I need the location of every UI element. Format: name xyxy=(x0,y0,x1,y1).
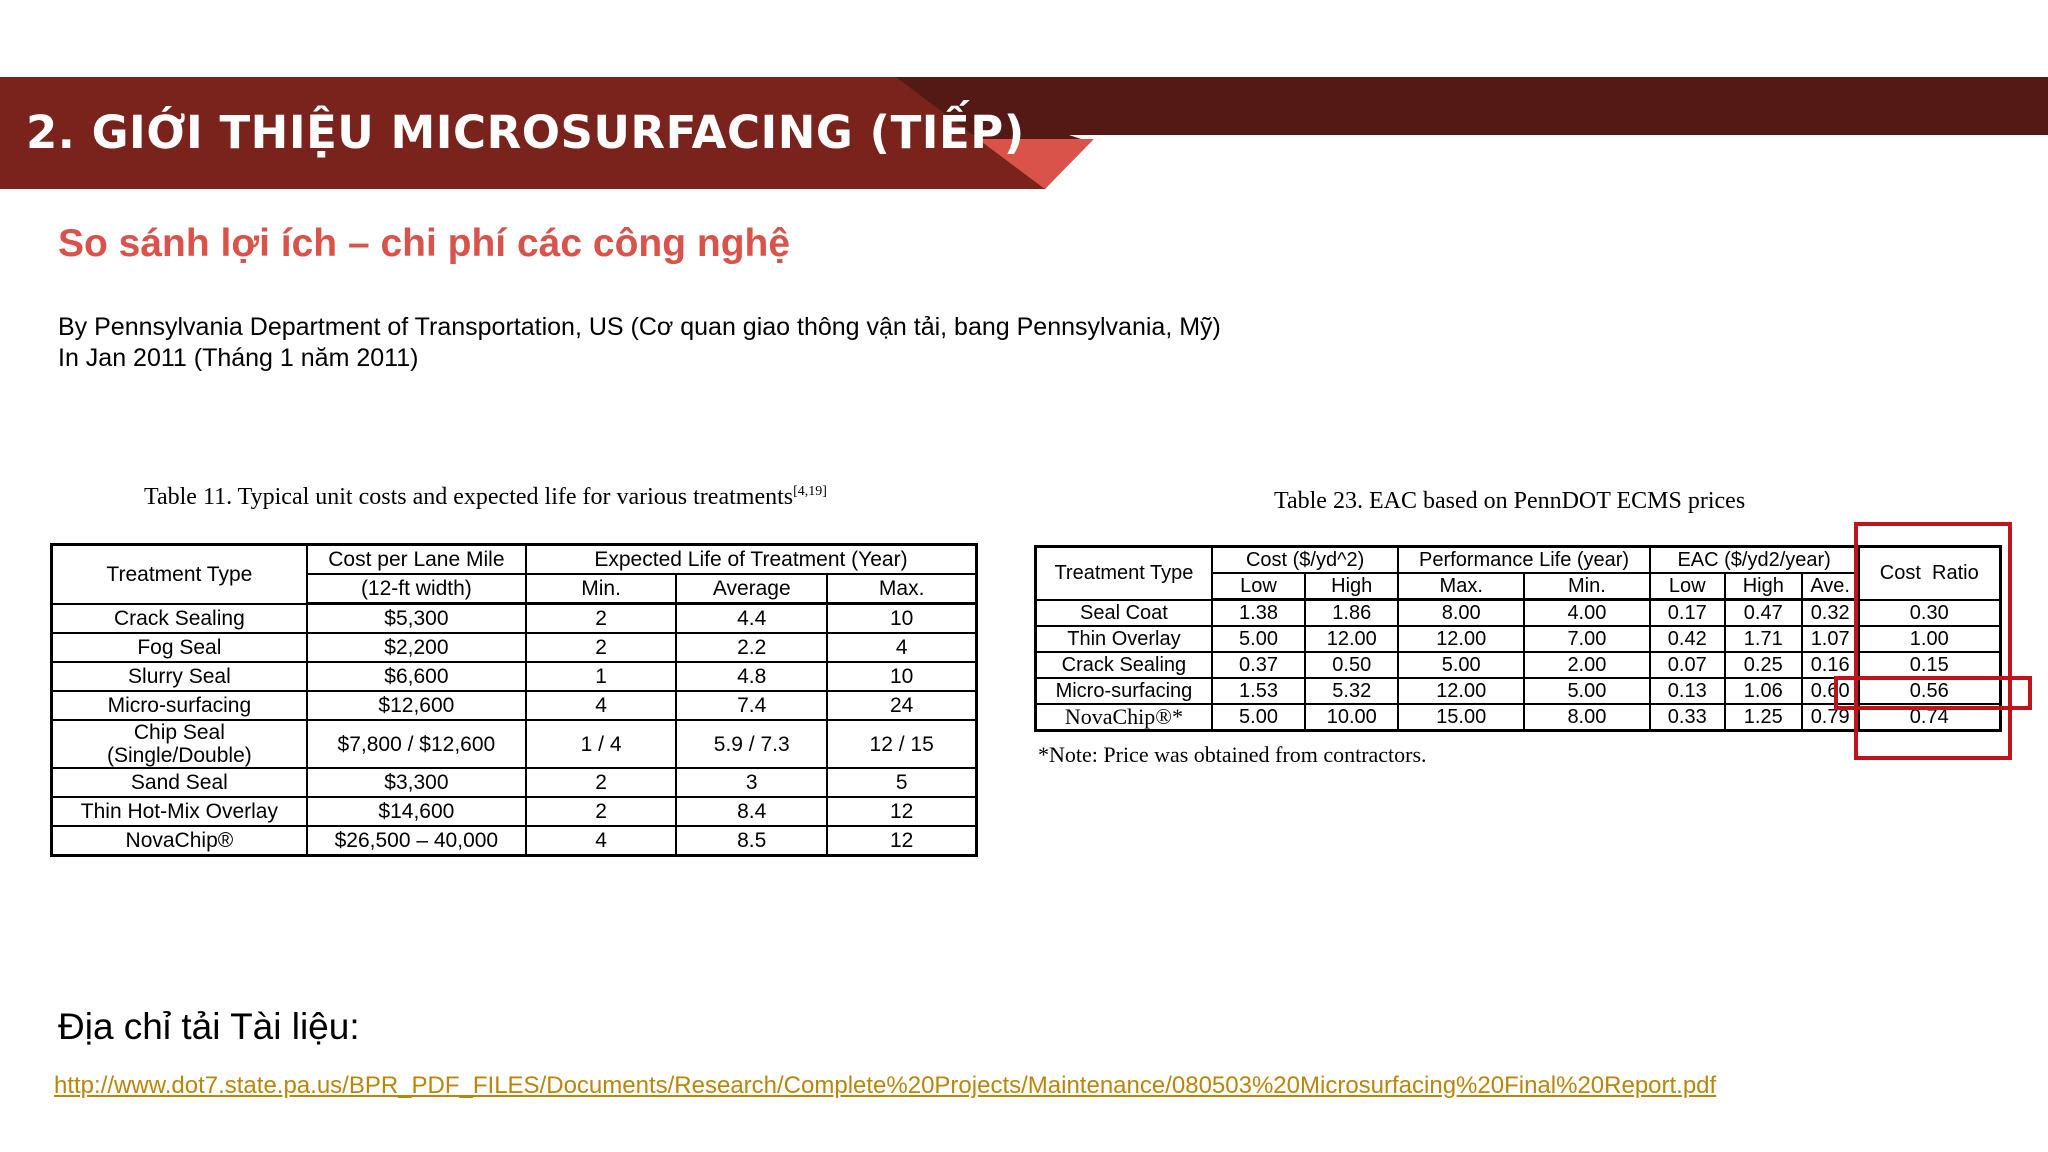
t23-cell: 0.32 xyxy=(1802,600,1859,627)
t23-cell: 0.13 xyxy=(1650,678,1725,704)
t11-cell: 7.4 xyxy=(676,691,827,720)
t11-cell: 2 xyxy=(526,633,676,662)
t11-cell: 24 xyxy=(827,691,976,720)
t23-cell: 5.00 xyxy=(1398,652,1524,678)
t23-cell: 5.00 xyxy=(1524,678,1650,704)
table-row xyxy=(52,662,977,691)
t23-cell: 1.06 xyxy=(1725,678,1802,704)
table-row xyxy=(52,797,977,826)
table-11-caption xyxy=(144,484,827,511)
t11-cell: $6,600 xyxy=(307,662,526,691)
t11-cell: Fog Seal xyxy=(52,633,307,662)
t23-header-eac-high: High xyxy=(1725,573,1802,600)
t23-cell: NovaChip®* xyxy=(1036,704,1212,731)
t23-cell: 1.53 xyxy=(1212,678,1305,704)
source-text xyxy=(58,312,1221,374)
t23-cell: 15.00 xyxy=(1398,704,1524,731)
t11-cell: 12 / 15 xyxy=(827,720,976,768)
t23-header-perf-min: Min. xyxy=(1524,573,1650,600)
table-11-caption-text: Table 11. Typical unit costs and expected life for various treatments xyxy=(144,484,794,510)
t11-header-max: Max. xyxy=(827,574,976,604)
page-title: 2. GIỚI THIỆU MICROSURFACING (TIẾP) xyxy=(26,106,1025,159)
t23-cell: Thin Overlay xyxy=(1036,626,1212,652)
t11-cell: 2 xyxy=(526,604,676,634)
table-row xyxy=(52,633,977,662)
t11-header-expected-life: Expected Life of Treatment (Year) xyxy=(526,545,977,575)
source-line-1: By Pennsylvania Department of Transportation, US (Cơ quan giao thông vận tải, bang Pennsylvania, Mỹ) xyxy=(58,313,1221,341)
t23-cell: Micro-surfacing xyxy=(1036,678,1212,704)
t23-header-performance-life: Performance Life (year) xyxy=(1398,547,1649,574)
t23-cell: 8.00 xyxy=(1524,704,1650,731)
t11-cell: Micro-surfacing xyxy=(52,691,307,720)
t23-cell: Seal Coat xyxy=(1036,600,1212,627)
t23-header-cost-high: High xyxy=(1305,573,1398,600)
t11-cell: 4 xyxy=(827,633,976,662)
t23-header-eac: EAC ($/yd2/year) xyxy=(1650,547,1859,574)
t11-cell: $5,300 xyxy=(307,604,526,634)
t11-cell: $12,600 xyxy=(307,691,526,720)
t23-cell: 1.86 xyxy=(1305,600,1398,627)
t23-cell: 0.56 xyxy=(1859,678,2001,704)
t11-cell: Thin Hot-Mix Overlay xyxy=(52,797,307,826)
micro-surfacing-ratio-highlight-box xyxy=(1834,676,2032,710)
t11-cell: $14,600 xyxy=(307,797,526,826)
t11-cell: 8.5 xyxy=(676,826,827,856)
t11-cell: 12 xyxy=(827,797,976,826)
table-row xyxy=(52,691,977,720)
table-23-caption: Table 23. EAC based on PennDOT ECMS prices xyxy=(1274,488,1746,514)
t23-cell: 0.17 xyxy=(1650,600,1725,627)
t23-cell: 0.07 xyxy=(1650,652,1725,678)
t11-cell: Crack Sealing xyxy=(52,604,307,634)
t23-cell: 10.00 xyxy=(1305,704,1398,731)
t23-cell: 1.00 xyxy=(1859,626,2001,652)
t23-cell: 0.79 xyxy=(1802,704,1859,731)
table-row xyxy=(52,720,977,768)
t23-cell: 1.07 xyxy=(1802,626,1859,652)
t23-cell: 2.00 xyxy=(1524,652,1650,678)
cost-ratio-highlight-box xyxy=(1854,522,2012,760)
t23-header-cost: Cost ($/yd^2) xyxy=(1212,547,1399,574)
t11-header-cost-line1: Cost per Lane Mile xyxy=(307,545,526,575)
t11-cell: $3,300 xyxy=(307,768,526,797)
t11-header-treatment-type: Treatment Type xyxy=(52,545,307,604)
t23-cell: 0.25 xyxy=(1725,652,1802,678)
t23-cell: 0.37 xyxy=(1212,652,1305,678)
table-23-note: *Note: Price was obtained from contractors. xyxy=(1038,742,1427,767)
t23-header-eac-ave: Ave. xyxy=(1802,573,1859,600)
t11-cell: 4 xyxy=(526,691,676,720)
download-label: Địa chỉ tải Tài liệu: xyxy=(58,1006,360,1047)
table-row xyxy=(52,768,977,797)
table-row xyxy=(52,604,977,634)
t23-header-cost-ratio: Cost Ratio xyxy=(1859,547,2001,600)
t11-cell: 2 xyxy=(526,797,676,826)
t23-cell: 1.25 xyxy=(1725,704,1802,731)
t11-cell: $2,200 xyxy=(307,633,526,662)
t11-cell: 4.4 xyxy=(676,604,827,634)
t23-cell: Crack Sealing xyxy=(1036,652,1212,678)
t23-cell: 0.42 xyxy=(1650,626,1725,652)
section-subtitle: So sánh lợi ích – chi phí các công nghệ xyxy=(58,222,791,265)
t11-cell-chip-seal xyxy=(52,720,307,768)
t11-cell: 2.2 xyxy=(676,633,827,662)
t23-cell: 8.00 xyxy=(1398,600,1524,627)
t11-cell: NovaChip® xyxy=(52,826,307,856)
t23-cell: 4.00 xyxy=(1524,600,1650,627)
t23-header-treatment-type: Treatment Type xyxy=(1036,547,1212,600)
t23-cell: 0.50 xyxy=(1305,652,1398,678)
t11-cell: 8.4 xyxy=(676,797,827,826)
t23-header-perf-max: Max. xyxy=(1398,573,1524,600)
table-11-caption-ref: [4,19] xyxy=(793,484,827,499)
t11-chip-seal-line2: (Single/Double) xyxy=(107,744,252,767)
t23-header-eac-low: Low xyxy=(1650,573,1725,600)
t23-cell: 0.74 xyxy=(1859,704,2001,731)
t11-cell: $7,800 / $12,600 xyxy=(307,720,526,768)
t11-cell: 3 xyxy=(676,768,827,797)
t11-chip-seal-line1: Chip Seal xyxy=(133,721,225,744)
t11-cell: 1 / 4 xyxy=(526,720,676,768)
t23-cell: 12.00 xyxy=(1305,626,1398,652)
t11-cell: $26,500 – 40,000 xyxy=(307,826,526,856)
t11-cell: 4.8 xyxy=(676,662,827,691)
t11-cell: 1 xyxy=(526,662,676,691)
table-11 xyxy=(50,543,978,857)
download-link[interactable]: http://www.dot7.state.pa.us/BPR_PDF_FILES/Documents/Research/Complete%20Projects/Maintenance/080503%20Microsurfacing%20Final%20Report.pdf xyxy=(54,1072,1717,1099)
t11-cell: Sand Seal xyxy=(52,768,307,797)
t23-cell: 0.16 xyxy=(1802,652,1859,678)
t11-cell: Slurry Seal xyxy=(52,662,307,691)
t23-cell: 12.00 xyxy=(1398,678,1524,704)
t11-cell: 4 xyxy=(526,826,676,856)
t23-cell: 0.15 xyxy=(1859,652,2001,678)
t11-cell: 5 xyxy=(827,768,976,797)
t23-cell: 12.00 xyxy=(1398,626,1524,652)
t11-header-cost-line2: (12-ft width) xyxy=(307,574,526,604)
t11-header-min: Min. xyxy=(526,574,676,604)
t11-cell: 2 xyxy=(526,768,676,797)
t11-cell: 12 xyxy=(827,826,976,856)
t11-header-average: Average xyxy=(676,574,827,604)
t23-cell: 1.71 xyxy=(1725,626,1802,652)
table-row xyxy=(52,826,977,856)
t23-cell: 5.32 xyxy=(1305,678,1398,704)
t23-cell: 0.33 xyxy=(1650,704,1725,731)
t11-cell: 10 xyxy=(827,662,976,691)
t23-cell: 5.00 xyxy=(1212,704,1305,731)
t11-cell: 5.9 / 7.3 xyxy=(676,720,827,768)
t23-cell: 1.38 xyxy=(1212,600,1305,627)
t11-cell: 10 xyxy=(827,604,976,634)
t23-cell: 5.00 xyxy=(1212,626,1305,652)
source-line-2: In Jan 2011 (Tháng 1 năm 2011) xyxy=(58,344,419,372)
t23-cell: 0.30 xyxy=(1859,600,2001,627)
t23-cell: 7.00 xyxy=(1524,626,1650,652)
t23-header-cost-low: Low xyxy=(1212,573,1305,600)
t23-cell: 0.60 xyxy=(1802,678,1859,704)
t23-cell: 0.47 xyxy=(1725,600,1802,627)
